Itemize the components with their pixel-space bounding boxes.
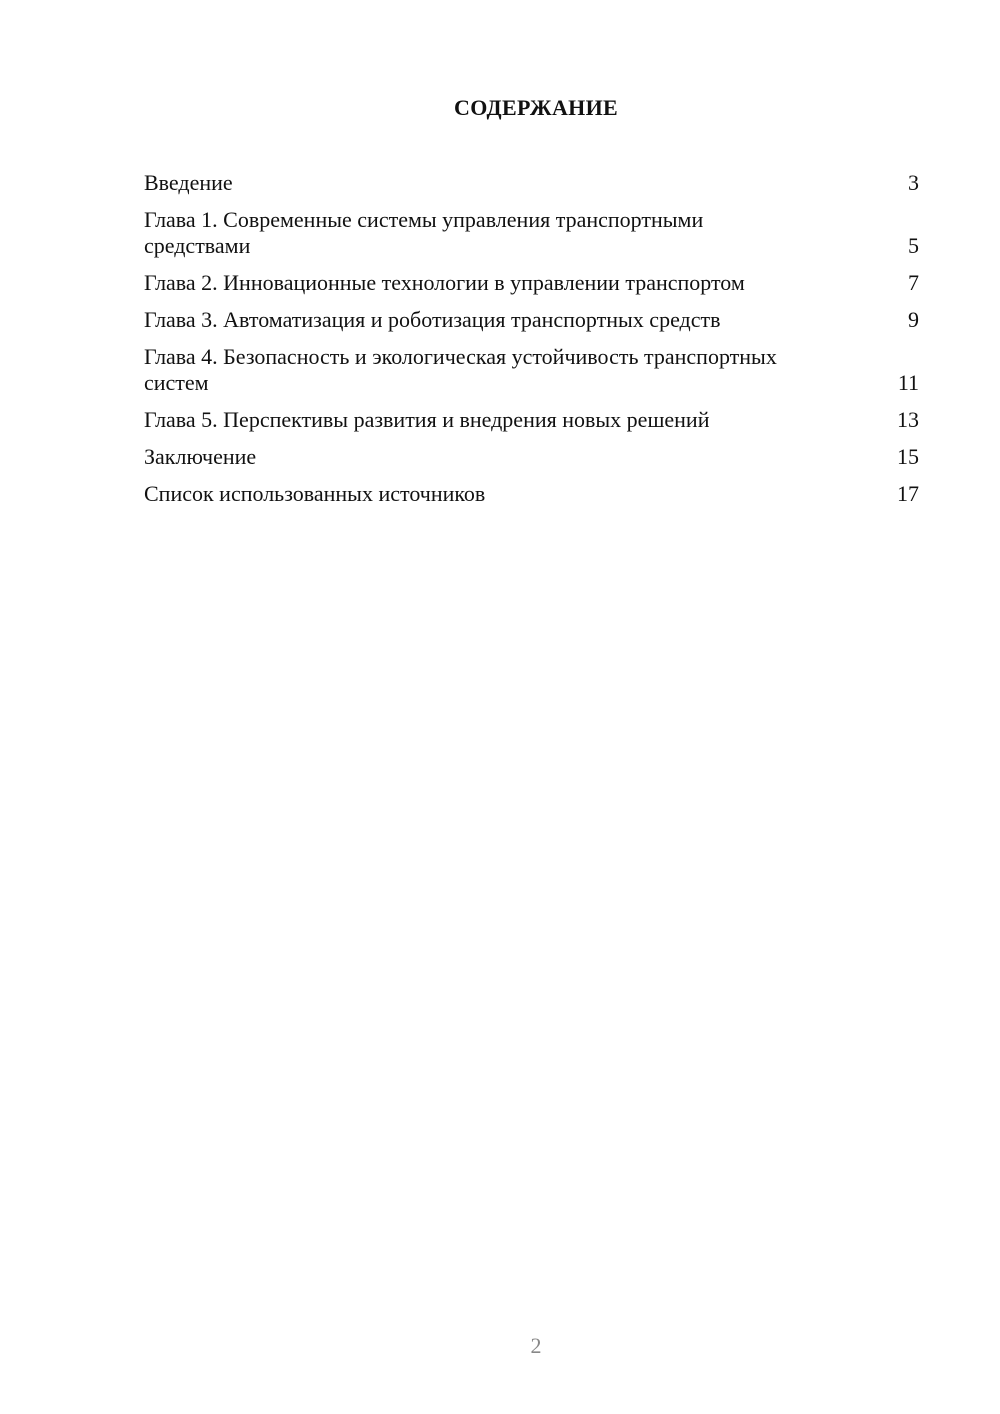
toc-entry-page: 11 bbox=[897, 370, 919, 395]
toc-entry-title: Глава 5. Перспективы развития и внедрения новых решений bbox=[144, 407, 710, 432]
toc-entry-page: 3 bbox=[908, 170, 919, 195]
toc-entry-title: Введение bbox=[144, 170, 233, 195]
toc-entry-page: 17 bbox=[897, 481, 919, 506]
toc-entry-page: 13 bbox=[897, 407, 919, 432]
toc-entry-title: Заключение bbox=[144, 444, 257, 469]
toc-entry-references bbox=[144, 481, 919, 507]
toc-entry-introduction bbox=[144, 170, 919, 196]
table-of-contents bbox=[144, 170, 919, 518]
toc-entry-title: Глава 1. Современные системы управления транспортными средствами bbox=[144, 207, 704, 258]
page-title: СОДЕРЖАНИЕ bbox=[454, 95, 618, 120]
page-number: 2 bbox=[530, 1333, 542, 1358]
toc-entry-title: Глава 4. Безопасность и экологическая устойчивость транспортных систем bbox=[144, 344, 777, 395]
toc-entry-title: Глава 2. Инновационные технологии в управлении транспортом bbox=[144, 270, 745, 295]
toc-entry-page: 5 bbox=[908, 233, 919, 258]
toc-entry-chapter-2 bbox=[144, 270, 919, 296]
toc-entry-page: 9 bbox=[908, 307, 919, 332]
toc-entry-chapter-3 bbox=[144, 307, 919, 333]
toc-entry-chapter-4 bbox=[144, 344, 919, 396]
toc-entry-chapter-1 bbox=[144, 207, 919, 259]
toc-entry-chapter-5 bbox=[144, 407, 919, 433]
toc-entry-title: Глава 3. Автоматизация и роботизация транспортных средств bbox=[144, 307, 721, 332]
toc-entry-page: 15 bbox=[897, 444, 919, 469]
toc-entry-page: 7 bbox=[908, 270, 919, 295]
toc-entry-title: Список использованных источников bbox=[144, 481, 486, 506]
toc-entry-conclusion bbox=[144, 444, 919, 470]
